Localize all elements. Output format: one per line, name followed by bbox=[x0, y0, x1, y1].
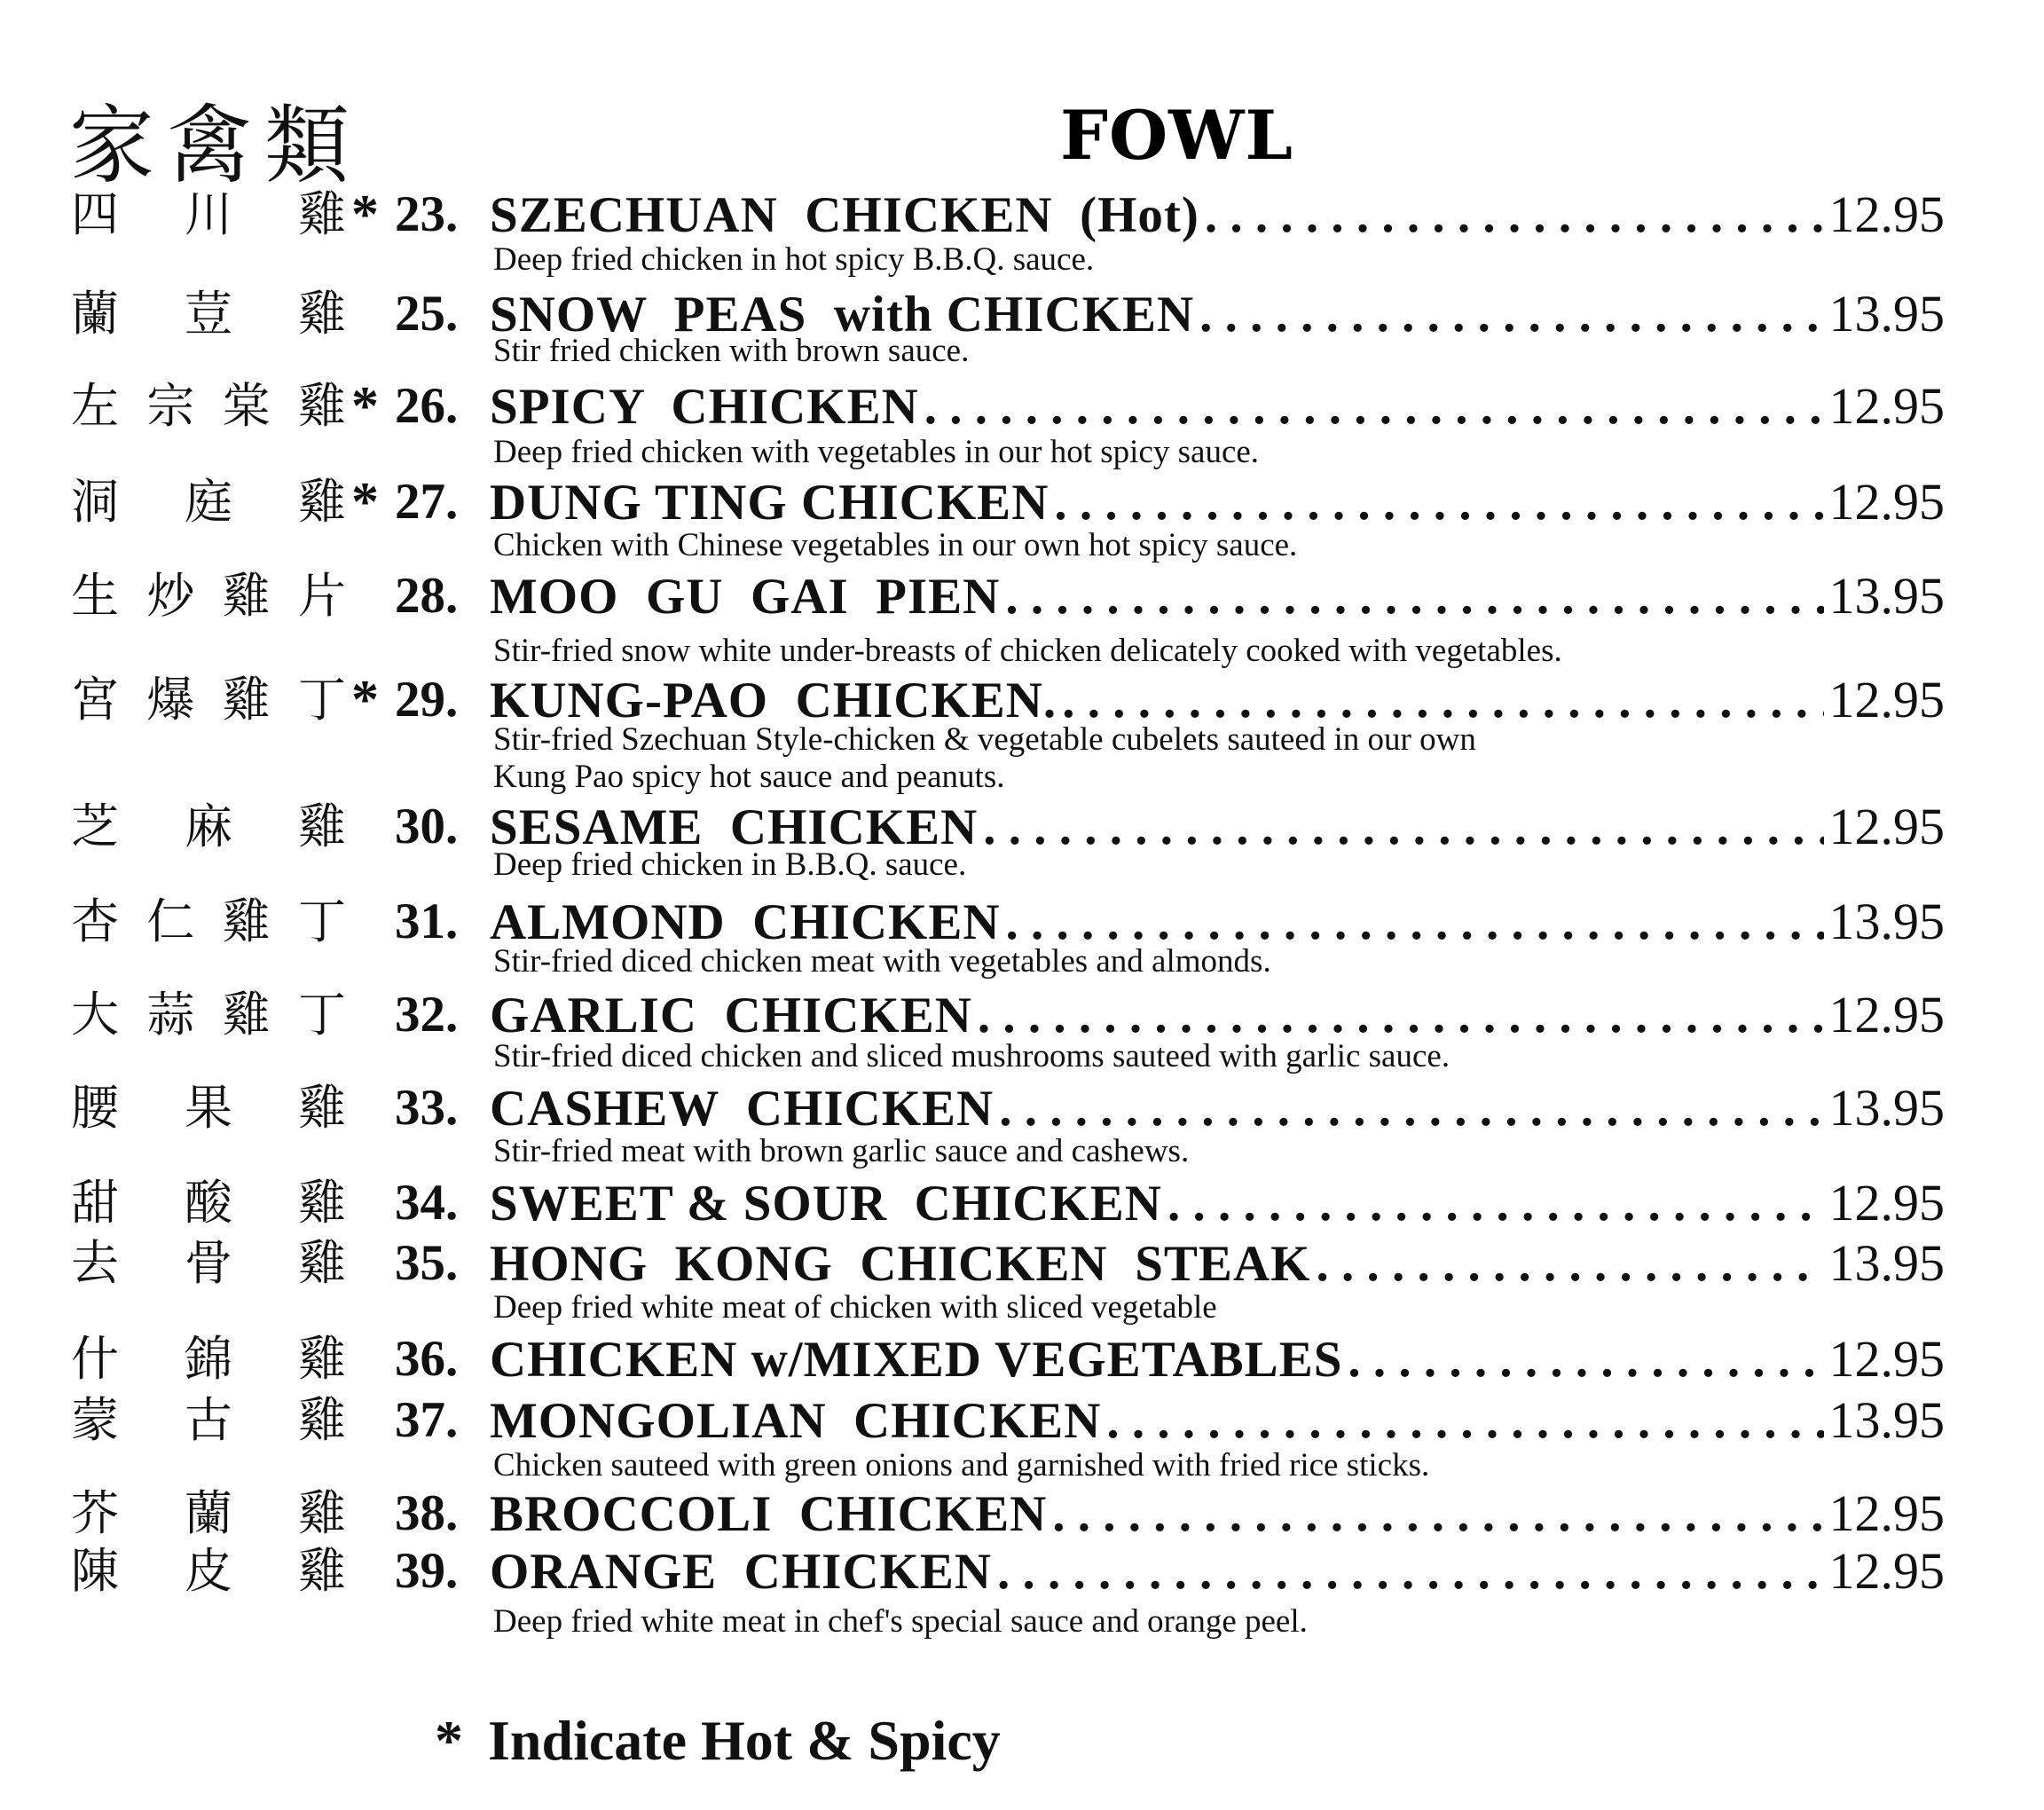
footer-note-text: Indicate Hot & Spicy bbox=[488, 1709, 1001, 1772]
dot-leader bbox=[1167, 1174, 1824, 1234]
chinese-character: 果 bbox=[185, 1080, 232, 1136]
hot-spicy-star: * bbox=[351, 472, 379, 532]
item-number: 31. bbox=[395, 893, 459, 949]
item-name-row bbox=[490, 185, 1945, 246]
chinese-character: 陳 bbox=[71, 1543, 119, 1599]
item-name: MONGOLIAN CHICKEN bbox=[490, 1393, 1102, 1449]
chinese-character: 宗 bbox=[146, 378, 195, 434]
dot-leader bbox=[1054, 473, 1823, 533]
dot-leader bbox=[1052, 1484, 1823, 1545]
chinese-dish-name bbox=[71, 1390, 346, 1451]
item-price: 13.95 bbox=[1828, 1391, 1945, 1449]
dot-leader bbox=[1316, 1234, 1823, 1295]
item-number: 30. bbox=[395, 799, 459, 854]
item-name: ORANGE CHICKEN bbox=[490, 1544, 993, 1600]
item-price: 12.95 bbox=[1828, 986, 1945, 1043]
chinese-character: 雞 bbox=[298, 1235, 346, 1291]
item-description: Deep fried chicken in hot spicy B.B.Q. sauce. bbox=[493, 241, 1095, 278]
item-name: CHICKEN w/MIXED VEGETABLES bbox=[490, 1332, 1343, 1388]
chinese-character: 雞 bbox=[298, 1331, 346, 1387]
chinese-character: 仁 bbox=[146, 893, 195, 949]
item-name: BROCCOLI CHICKEN bbox=[490, 1486, 1048, 1542]
chinese-dish-name bbox=[71, 1078, 346, 1138]
item-price: 13.95 bbox=[1828, 1234, 1945, 1292]
chinese-dish-name bbox=[71, 566, 346, 626]
chinese-section-title: 家禽類 bbox=[69, 96, 362, 195]
item-price: 12.95 bbox=[1828, 1330, 1945, 1388]
chinese-character: 雞 bbox=[297, 378, 346, 434]
item-name-row bbox=[490, 472, 1945, 533]
dot-leader bbox=[978, 986, 1824, 1046]
item-description: Deep fried white meat in chef's special sauce and orange peel. bbox=[493, 1603, 1308, 1640]
item-name: SWEET & SOUR CHICKEN bbox=[490, 1176, 1162, 1232]
item-description: Stir-fried diced chicken meat with vegetables and almonds. bbox=[493, 943, 1271, 980]
dot-leader bbox=[924, 377, 1824, 437]
chinese-character: 雞 bbox=[298, 799, 346, 854]
chinese-character: 川 bbox=[185, 186, 232, 242]
chinese-character: 甜 bbox=[71, 1175, 119, 1231]
dot-leader bbox=[1005, 567, 1823, 627]
item-number: 26. bbox=[395, 378, 459, 434]
item-name: ALMOND CHICKEN bbox=[490, 894, 1001, 950]
item-price: 12.95 bbox=[1828, 1174, 1945, 1232]
chinese-character: 大 bbox=[71, 987, 119, 1043]
item-number: 27. bbox=[395, 474, 459, 530]
item-price: 12.95 bbox=[1828, 473, 1945, 531]
chinese-character: 蘭 bbox=[185, 1485, 232, 1541]
item-number: 32. bbox=[395, 987, 459, 1043]
chinese-character: 芝 bbox=[71, 799, 119, 854]
chinese-dish-name bbox=[71, 1329, 346, 1389]
chinese-character: 皮 bbox=[185, 1543, 232, 1599]
chinese-dish-name bbox=[71, 892, 346, 952]
chinese-character: 棠 bbox=[222, 378, 271, 434]
item-description: Stir-fried snow white under-breasts of chicken delicately cooked with vegetables. bbox=[493, 633, 1562, 669]
item-name: HONG KONG CHICKEN STEAK bbox=[490, 1236, 1311, 1292]
chinese-character: 雞 bbox=[298, 1392, 346, 1448]
item-number: 25. bbox=[395, 286, 459, 342]
item-price: 12.95 bbox=[1828, 671, 1945, 728]
item-price: 12.95 bbox=[1828, 1484, 1945, 1542]
chinese-character: 左 bbox=[71, 378, 119, 434]
item-price: 13.95 bbox=[1828, 1079, 1945, 1137]
hot-spicy-star: * bbox=[351, 185, 379, 245]
chinese-character: 雞 bbox=[298, 1080, 346, 1136]
chinese-dish-name bbox=[71, 1483, 346, 1544]
dot-leader bbox=[1205, 185, 1824, 246]
chinese-character: 雞 bbox=[298, 1485, 346, 1541]
item-name-row bbox=[490, 566, 1945, 627]
chinese-dish-name bbox=[71, 1541, 346, 1601]
item-name: SZECHUAN CHICKEN (Hot) bbox=[490, 187, 1199, 243]
chinese-character: 雞 bbox=[298, 286, 346, 342]
item-name: SESAME CHICKEN bbox=[490, 799, 979, 855]
chinese-character: 古 bbox=[185, 1392, 232, 1448]
item-price: 12.95 bbox=[1828, 1542, 1945, 1600]
item-description: Stir-fried diced chicken and sliced mushrooms sauteed with garlic sauce. bbox=[493, 1038, 1450, 1074]
item-name-row bbox=[490, 1329, 1945, 1390]
item-number: 39. bbox=[395, 1543, 459, 1599]
chinese-character: 爆 bbox=[146, 672, 195, 728]
item-price: 12.95 bbox=[1828, 185, 1945, 243]
item-price: 13.95 bbox=[1828, 567, 1945, 625]
item-description: Stir-fried meat with brown garlic sauce and cashews. bbox=[493, 1133, 1190, 1169]
hot-spicy-note bbox=[435, 1708, 1001, 1774]
item-description: Deep fried chicken with vegetables in our hot spicy sauce. bbox=[493, 434, 1260, 470]
chinese-character: 酸 bbox=[185, 1175, 232, 1231]
item-number: 36. bbox=[395, 1331, 459, 1387]
chinese-character: 四 bbox=[71, 186, 119, 242]
section-title: FOWL bbox=[1060, 96, 1293, 175]
chinese-character: 蒜 bbox=[146, 987, 195, 1043]
item-price: 12.95 bbox=[1828, 798, 1945, 855]
chinese-character: 庭 bbox=[185, 474, 232, 530]
hot-spicy-star: * bbox=[351, 670, 379, 730]
item-name: DUNG TING CHICKEN bbox=[490, 475, 1050, 531]
item-number: 29. bbox=[395, 672, 459, 728]
chinese-dish-name bbox=[71, 1233, 346, 1294]
chinese-character: 洞 bbox=[71, 474, 119, 530]
chinese-character: 蘭 bbox=[71, 286, 119, 342]
chinese-dish-name bbox=[71, 670, 346, 730]
dot-leader bbox=[1106, 1391, 1823, 1452]
item-description: Deep fried chicken in B.B.Q. sauce. bbox=[493, 846, 967, 883]
item-number: 28. bbox=[395, 568, 459, 624]
item-description: Chicken with Chinese vegetables in our own hot spicy sauce. bbox=[493, 527, 1298, 563]
item-price: 13.95 bbox=[1828, 893, 1945, 950]
chinese-character: 雞 bbox=[222, 672, 271, 728]
chinese-character: 雞 bbox=[298, 474, 346, 530]
item-name-row bbox=[490, 376, 1945, 437]
chinese-character: 錦 bbox=[185, 1331, 232, 1387]
item-name: SPICY CHICKEN bbox=[490, 379, 919, 435]
chinese-character: 麻 bbox=[185, 799, 232, 854]
chinese-character: 杏 bbox=[71, 893, 119, 949]
chinese-character: 宮 bbox=[71, 672, 119, 728]
item-price: 13.95 bbox=[1828, 285, 1945, 342]
chinese-character: 片 bbox=[297, 568, 346, 624]
item-description: Stir-fried Szechuan Style-chicken & vegetable cubelets sauteed in our own Kung Pao spicy hot sauce and peanuts. bbox=[493, 721, 1476, 795]
chinese-character: 腰 bbox=[71, 1080, 119, 1136]
chinese-character: 丁 bbox=[297, 893, 346, 949]
item-number: 38. bbox=[395, 1485, 459, 1541]
item-name: SNOW PEAS with CHICKEN bbox=[490, 287, 1195, 342]
item-number: 33. bbox=[395, 1080, 459, 1136]
chinese-dish-name bbox=[71, 185, 346, 245]
chinese-dish-name bbox=[71, 1173, 346, 1233]
chinese-character: 丁 bbox=[297, 672, 346, 728]
chinese-dish-name bbox=[71, 985, 346, 1045]
chinese-character: 雞 bbox=[298, 186, 346, 242]
chinese-character: 芥 bbox=[71, 1485, 119, 1541]
chinese-dish-name bbox=[71, 376, 346, 437]
item-name-row bbox=[490, 1390, 1945, 1452]
item-name-row bbox=[490, 1541, 1945, 1602]
dot-leader bbox=[997, 1542, 1823, 1602]
item-description: Deep fried white meat of chicken with sliced vegetable bbox=[493, 1289, 1217, 1326]
dot-leader bbox=[1348, 1330, 1823, 1390]
chinese-character: 什 bbox=[71, 1331, 119, 1387]
item-name: KUNG-PAO CHICKEN. bbox=[490, 673, 1057, 728]
footer-star: * bbox=[435, 1709, 463, 1772]
item-number: 35. bbox=[395, 1235, 459, 1291]
item-price: 12.95 bbox=[1828, 377, 1945, 435]
item-name: GARLIC CHICKEN bbox=[490, 988, 972, 1043]
item-description: Chicken sauteed with green onions and garnished with fried rice sticks. bbox=[493, 1447, 1430, 1483]
chinese-character: 荳 bbox=[185, 286, 232, 342]
chinese-character: 去 bbox=[71, 1235, 119, 1291]
dot-leader bbox=[999, 1079, 1823, 1139]
item-description: Stir fried chicken with brown sauce. bbox=[493, 333, 970, 369]
chinese-character: 雞 bbox=[298, 1175, 346, 1231]
hot-spicy-star: * bbox=[351, 376, 379, 437]
chinese-character: 雞 bbox=[222, 893, 271, 949]
item-name-row bbox=[490, 1233, 1945, 1295]
chinese-dish-name bbox=[71, 284, 346, 344]
chinese-character: 骨 bbox=[185, 1235, 232, 1291]
chinese-character: 雞 bbox=[222, 568, 271, 624]
chinese-character: 蒙 bbox=[71, 1392, 119, 1448]
chinese-dish-name bbox=[71, 472, 346, 532]
chinese-dish-name bbox=[71, 797, 346, 857]
chinese-character: 雞 bbox=[298, 1543, 346, 1599]
item-number: 34. bbox=[395, 1175, 459, 1231]
chinese-character: 生 bbox=[71, 568, 119, 624]
chinese-character: 炒 bbox=[146, 568, 195, 624]
item-name-row bbox=[490, 1483, 1945, 1545]
item-name: MOO GU GAI PIEN bbox=[490, 569, 1001, 625]
item-name-row bbox=[490, 1078, 1945, 1139]
chinese-character: 丁 bbox=[297, 987, 346, 1043]
item-number: 37. bbox=[395, 1392, 459, 1448]
item-name-row bbox=[490, 1173, 1945, 1234]
chinese-character: 雞 bbox=[222, 987, 271, 1043]
item-name: CASHEW CHICKEN bbox=[490, 1081, 994, 1137]
item-number: 23. bbox=[395, 186, 459, 242]
item-name-row bbox=[490, 985, 1945, 1046]
